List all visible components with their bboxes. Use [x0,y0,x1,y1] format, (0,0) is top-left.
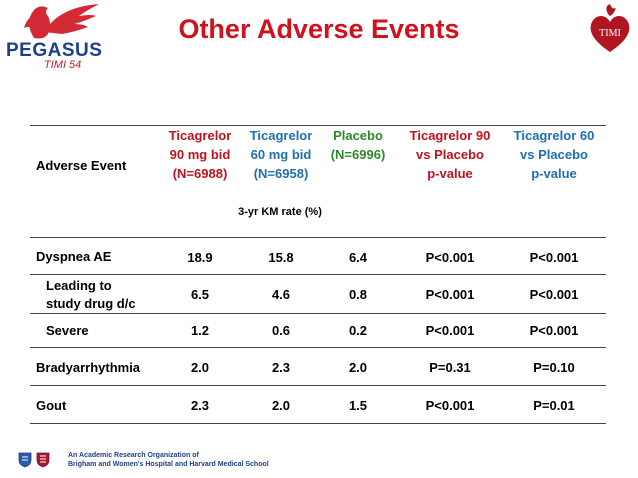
logo-sub: TIMI 54 [44,59,82,71]
harvard-shield-icon [36,452,50,468]
header-placebo: Placebo (N=6996) [330,128,386,162]
header-p-value-90: Ticagrelor 90 vs Placebo p-value [409,128,491,181]
row-label-severe: Severe [46,323,89,338]
timi-heart-icon [586,4,634,56]
row-rule-4 [30,385,606,386]
cell-brady-placebo: 2.0 [348,360,368,375]
header-p-value-60: Ticagrelor 60 vs Placebo p-value [513,128,595,181]
cell-leading-p90: P<0.001 [425,287,475,302]
cell-brady-p90: P=0.31 [429,360,471,375]
cell-leading-tic90: 6.5 [190,287,210,302]
row-label-gout: Gout [36,398,67,413]
cell-dyspnea-tic90: 18.9 [187,250,213,265]
table-bottom-rule [30,423,606,424]
cell-leading-placebo: 0.8 [348,287,368,302]
cell-severe-p90: P<0.001 [425,323,475,338]
row-rule-2 [30,313,606,314]
footer-text: An Academic Research Organization of Brigham and Women's Hospital and Harvard Medical School [68,452,269,468]
cell-dyspnea-tic60: 15.8 [268,250,294,265]
cell-severe-tic60: 0.6 [271,323,291,338]
header-ticagrelor-60: Ticagrelor 60 mg bid (N=6958) [249,128,313,181]
timi-label: TIMI [599,28,621,39]
page-title: Other Adverse Events [178,14,460,44]
header-adverse-event: Adverse Event [36,158,127,173]
row-rule-3 [30,347,606,348]
cell-brady-p60: P=0.10 [533,360,575,375]
cell-severe-tic90: 1.2 [190,323,210,338]
row-rule-1 [30,274,606,275]
cell-brady-tic60: 2.3 [271,360,291,375]
cell-brady-tic90: 2.0 [190,360,210,375]
cell-dyspnea-p60: P<0.001 [529,250,579,265]
cell-severe-p60: P<0.001 [529,323,579,338]
cell-gout-tic90: 2.3 [190,398,210,413]
header-ticagrelor-90: Ticagrelor 90 mg bid (N=6988) [168,128,232,181]
cell-gout-tic60: 2.0 [271,398,291,413]
cell-dyspnea-placebo: 6.4 [348,250,368,265]
cell-severe-placebo: 0.2 [348,323,368,338]
cell-leading-tic60: 4.6 [271,287,291,302]
cell-leading-p60: P<0.001 [529,287,579,302]
km-rate-label: 3-yr KM rate (%) [238,206,322,218]
brigham-shield-icon [18,452,32,468]
cell-gout-p60: P=0.01 [533,398,575,413]
cell-gout-p90: P<0.001 [425,398,475,413]
cell-dyspnea-p90: P<0.001 [425,250,475,265]
row-label-bradyarrhythmia: Bradyarrhythmia [36,360,141,375]
logo-name: PEGASUS [6,40,103,61]
row-label-leading: Leading to study drug d/c [46,278,136,311]
row-label-dyspnea: Dyspnea AE [36,249,112,264]
cell-gout-placebo: 1.5 [348,398,368,413]
table-header-rule [30,237,606,238]
